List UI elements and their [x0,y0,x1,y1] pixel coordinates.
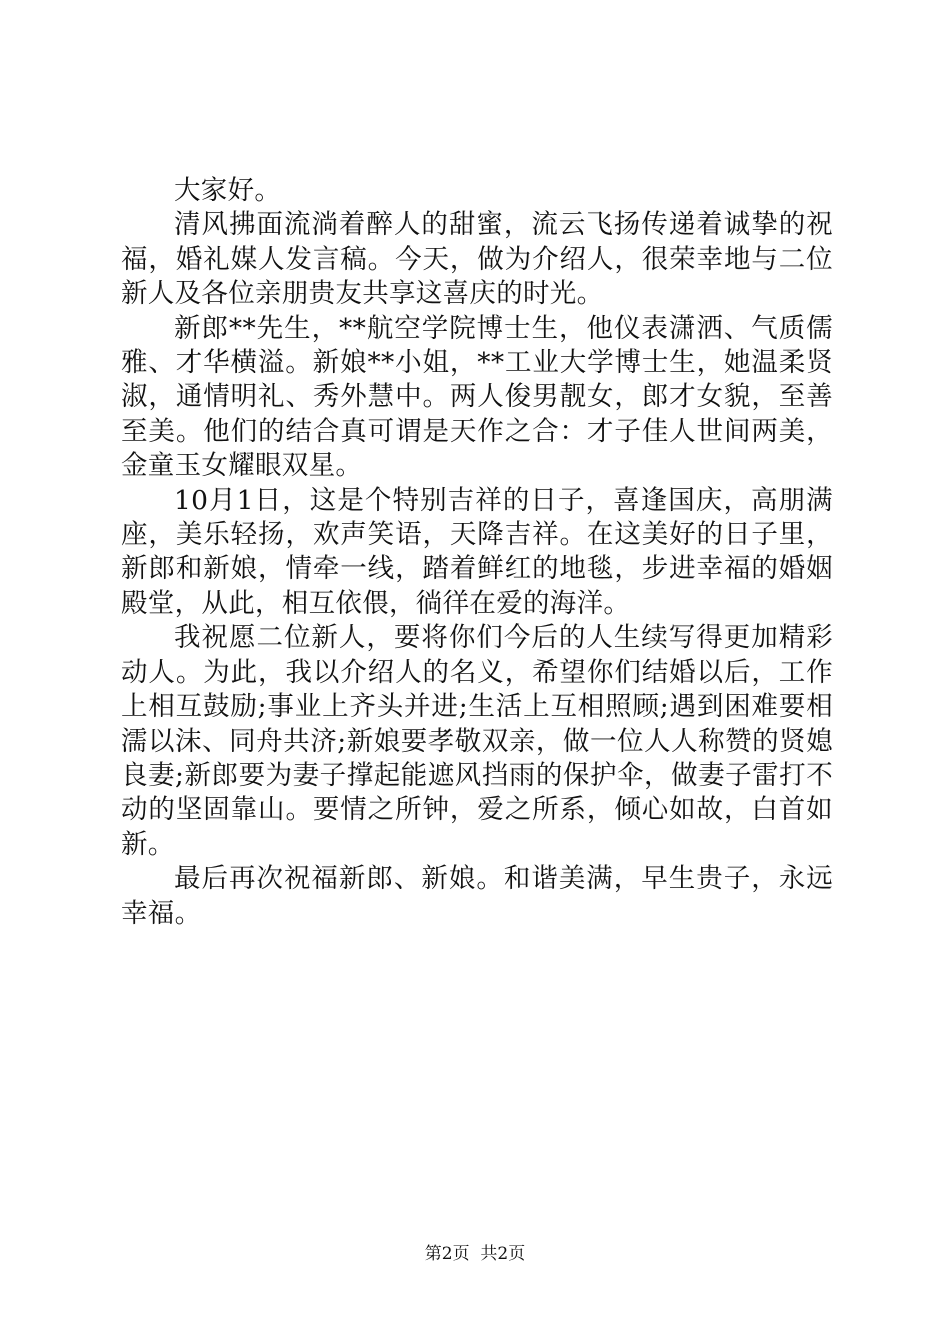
page-number: 第2页 共2页 [424,1244,526,1264]
paragraph-closing: 最后再次祝福新郎、新娘。和谐美满，早生贵子，永远幸福。 [121,863,833,929]
paragraph-couple-intro: 新郎**先生，**航空学院博士生，他仪表潇洒、气质儒雅、才华横溢。新娘**小姐，**工业大学博士生，她温柔贤淑，通情明礼、秀外慧中。两人俊男靓女，郎才女貌，至善至美。他们的结合真可谓是天作之合：才子佳人世间两美，金童玉女耀眼双星。 [121,312,833,482]
page-footer [0,1242,950,1266]
paragraph-opening: 清风拂面流淌着醉人的甜蜜，流云飞扬传递着诚挚的祝福，婚礼媒人发言稿。今天，做为介绍人，很荣幸地与二位新人及各位亲朋贵友共享这喜庆的时光。 [121,209,833,310]
paragraph-wedding-day: 10月1日，这是个特别吉祥的日子，喜逢国庆，高朋满座，美乐轻扬，欢声笑语，天降吉祥。在这美好的日子里，新郎和新娘，情牵一线，踏着鲜红的地毯，步进幸福的婚姻殿堂，从此，相互依偎，徜徉在爱的海洋。 [121,484,833,619]
paragraph-wishes: 我祝愿二位新人，要将你们今后的人生续写得更加精彩动人。为此，我以介绍人的名义，希望你们结婚以后，工作上相互鼓励;事业上齐头并进;生活上互相照顾;遇到困难要相濡以沫、同舟共济;新娘要孝敬双亲，做一位人人称赞的贤媳良妻;新郎要为妻子撑起能遮风挡雨的保护伞，做妻子雷打不动的坚固靠山。要情之所钟，爱之所系，倾心如故，白首如新。 [121,622,833,860]
paragraph-greeting: 大家好。 [174,175,282,206]
document-body [121,174,833,931]
